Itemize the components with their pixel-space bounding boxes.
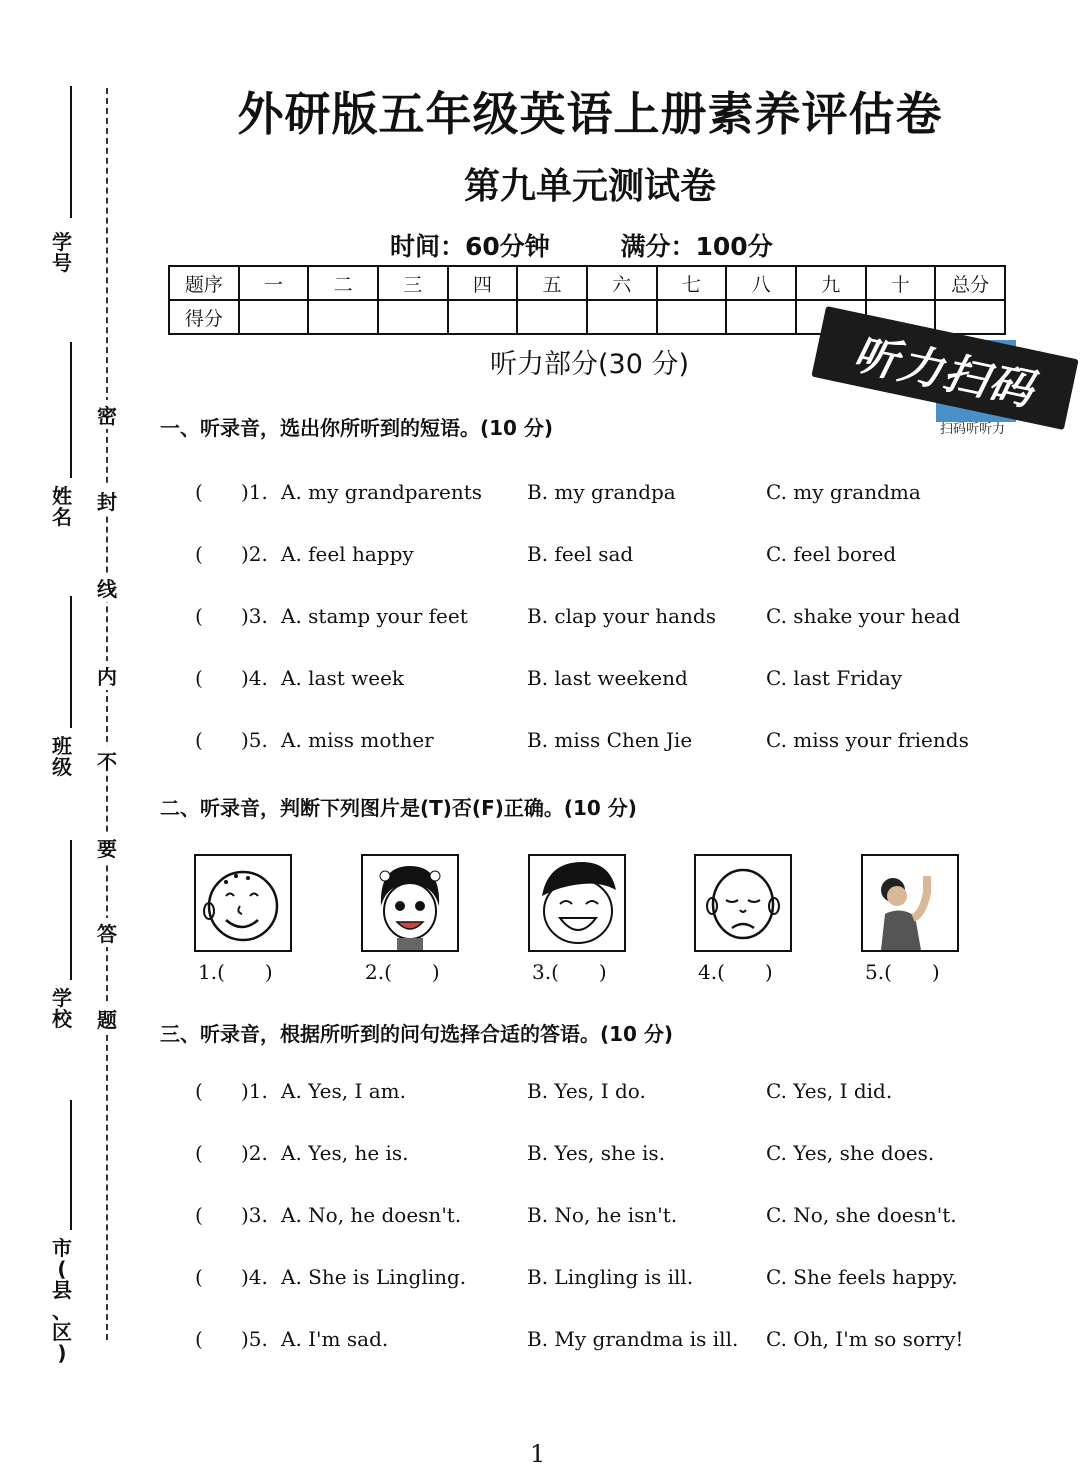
seal-char: 封	[94, 486, 120, 515]
answer-blank[interactable]: (	[195, 666, 203, 690]
option-a[interactable]: A. stamp your feet	[281, 604, 468, 628]
side-label-char: 校	[52, 1007, 72, 1031]
option-b[interactable]: B. Yes, she is.	[527, 1141, 666, 1165]
section3-question-3	[195, 1203, 1015, 1233]
question-number: )4.	[241, 666, 268, 690]
option-b[interactable]: B. my grandpa	[527, 480, 676, 504]
score-cell: 四	[448, 266, 518, 300]
side-label-char: 级	[52, 755, 72, 779]
option-a[interactable]: A. No, he doesn't.	[281, 1203, 462, 1227]
exam-info	[390, 227, 773, 263]
side-label-char: 姓	[52, 484, 72, 508]
sad-face-icon	[696, 856, 790, 950]
section1-question-5	[195, 728, 1015, 758]
option-c[interactable]: C. my grandma	[766, 480, 921, 504]
score-cell: 题序	[169, 266, 239, 300]
student-id-line	[70, 86, 72, 218]
page-subtitle: 第九单元测试卷	[463, 166, 716, 207]
score-input-cell[interactable]	[239, 300, 309, 334]
score-cell: 六	[587, 266, 657, 300]
option-c[interactable]: C. shake your head	[766, 604, 961, 628]
section3-heading: 三、听录音，根据所听到的问句选择合适的答语。(10 分)	[160, 1022, 674, 1046]
girl-icon	[363, 856, 457, 950]
side-label-char: 、	[52, 1299, 72, 1323]
option-b[interactable]: B. clap your hands	[527, 604, 716, 628]
city-line	[70, 1100, 72, 1230]
listen-scan-badge[interactable]: 听力扫码	[811, 306, 1078, 430]
student-id-label	[50, 232, 74, 274]
seal-dashed-line	[106, 88, 108, 1340]
page-title: 外研版五年级英语上册素养评估卷	[237, 87, 943, 141]
answer-blank[interactable]: (	[195, 1203, 203, 1227]
answer-blank[interactable]: (	[195, 1265, 203, 1289]
picture-5-answer[interactable]: 5.( )	[865, 960, 940, 984]
option-c[interactable]: C. She feels happy.	[766, 1265, 958, 1289]
answer-blank[interactable]: (	[195, 728, 203, 752]
score-cell: 十	[866, 266, 936, 300]
question-number: )3.	[241, 1203, 268, 1227]
option-b[interactable]: B. No, he isn't.	[527, 1203, 678, 1227]
side-label-char: 班	[52, 734, 72, 758]
side-label-char: 学	[52, 230, 72, 254]
option-b[interactable]: B. My grandma is ill.	[527, 1327, 739, 1351]
class-line	[70, 596, 72, 728]
option-c[interactable]: C. Yes, she does.	[766, 1141, 935, 1165]
question-number: )5.	[241, 1327, 268, 1351]
section1-heading: 一、听录音，选出你所听到的短语。(10 分)	[160, 416, 554, 440]
laughing-face-icon	[530, 856, 624, 950]
listening-heading: 听力部分(30 分)	[490, 349, 690, 380]
picture-2-answer[interactable]: 2.( )	[365, 960, 440, 984]
score-cell: 一	[239, 266, 309, 300]
side-label-char: 区	[52, 1320, 72, 1344]
section3-question-4	[195, 1265, 1015, 1295]
side-label-char: 市	[52, 1236, 72, 1260]
full-score: 满分：100分	[620, 232, 773, 261]
picture-2-smiling-girl	[361, 854, 459, 952]
score-cell: 七	[657, 266, 727, 300]
option-a[interactable]: A. feel happy	[281, 542, 414, 566]
option-a[interactable]: A. She is Lingling.	[281, 1265, 467, 1289]
option-c[interactable]: C. No, she doesn't.	[766, 1203, 957, 1227]
side-label-char: 县	[52, 1278, 72, 1302]
answer-blank[interactable]: (	[195, 1141, 203, 1165]
picture-5-boy-pointing	[861, 854, 959, 952]
option-a[interactable]: A. Yes, he is.	[281, 1141, 409, 1165]
option-b[interactable]: B. Yes, I do.	[527, 1079, 646, 1103]
score-input-cell[interactable]	[517, 300, 587, 334]
seal-char: 要	[94, 833, 120, 862]
score-cell: 九	[796, 266, 866, 300]
seal-char: 线	[94, 573, 120, 602]
picture-1-bald-happy-face	[194, 854, 292, 952]
score-table-header-row	[169, 266, 1005, 300]
seal-char: 答	[94, 918, 120, 947]
question-number: )4.	[241, 1265, 268, 1289]
option-c[interactable]: C. miss your friends	[766, 728, 969, 752]
section1-question-4	[195, 666, 1015, 696]
face-icon	[196, 856, 290, 950]
name-label	[50, 486, 74, 528]
question-number: )5.	[241, 728, 268, 752]
school-label	[50, 988, 74, 1030]
score-row-label: 得分	[169, 300, 239, 334]
name-line	[70, 342, 72, 478]
option-b[interactable]: B. Lingling is ill.	[527, 1265, 694, 1289]
score-input-cell[interactable]	[726, 300, 796, 334]
section2-heading: 二、听录音，判断下列图片是(T)否(F)正确。(10 分)	[160, 796, 637, 820]
score-cell: 八	[726, 266, 796, 300]
score-cell: 总分	[935, 266, 1005, 300]
section1-question-3	[195, 604, 1015, 634]
answer-blank[interactable]: (	[195, 604, 203, 628]
score-cell: 五	[517, 266, 587, 300]
picture-4-answer[interactable]: 4.( )	[698, 960, 773, 984]
side-label-char: (	[57, 1257, 67, 1281]
option-a[interactable]: A. my grandparents	[281, 480, 483, 504]
score-input-cell[interactable]	[308, 300, 378, 334]
class-label	[50, 736, 74, 778]
score-input-cell[interactable]	[935, 300, 1005, 334]
boy-pointing-icon	[863, 856, 957, 950]
option-c[interactable]: C. last Friday	[766, 666, 903, 690]
page-number: 1	[530, 1440, 546, 1468]
section3-question-2	[195, 1141, 1015, 1171]
seal-char: 密	[94, 400, 120, 429]
option-a[interactable]: A. Yes, I am.	[281, 1079, 406, 1103]
question-number: )2.	[241, 1141, 268, 1165]
option-b[interactable]: B. feel sad	[527, 542, 634, 566]
side-label-char: 名	[52, 505, 72, 529]
seal-char: 不	[94, 746, 120, 775]
picture-3-laughing-boy	[528, 854, 626, 952]
section1-question-2	[195, 542, 1015, 572]
score-input-cell[interactable]	[378, 300, 448, 334]
question-number: )2.	[241, 542, 268, 566]
seal-char: 内	[94, 661, 120, 690]
score-cell: 三	[378, 266, 448, 300]
option-c[interactable]: C. Oh, I'm so sorry!	[766, 1327, 964, 1351]
city-label	[50, 1238, 74, 1364]
seal-char: 题	[94, 1004, 120, 1033]
question-number: )3.	[241, 604, 268, 628]
picture-1-answer[interactable]: 1.( )	[198, 960, 273, 984]
section3-question-1	[195, 1079, 1015, 1109]
answer-blank[interactable]: (	[195, 480, 203, 504]
option-b[interactable]: B. last weekend	[527, 666, 688, 690]
answer-blank[interactable]: (	[195, 1079, 203, 1103]
side-label-char: )	[57, 1341, 67, 1365]
qr-caption: 扫码听听力	[940, 422, 1006, 437]
option-c[interactable]: C. Yes, I did.	[766, 1079, 893, 1103]
score-input-cell[interactable]	[657, 300, 727, 334]
time-limit: 时间：60分钟	[390, 232, 550, 261]
question-number: )1.	[241, 480, 268, 504]
question-number: )1.	[241, 1079, 268, 1103]
option-b[interactable]: B. miss Chen Jie	[527, 728, 693, 752]
score-input-cell[interactable]	[587, 300, 657, 334]
option-a[interactable]: A. last week	[281, 666, 405, 690]
answer-blank[interactable]: (	[195, 542, 203, 566]
option-a[interactable]: A. miss mother	[281, 728, 434, 752]
score-cell: 二	[308, 266, 378, 300]
option-a[interactable]: A. I'm sad.	[281, 1327, 389, 1351]
school-line	[70, 840, 72, 980]
option-c[interactable]: C. feel bored	[766, 542, 897, 566]
answer-blank[interactable]: (	[195, 1327, 203, 1351]
section3-question-5	[195, 1327, 1015, 1357]
side-label-char: 号	[52, 251, 72, 275]
side-label-char: 学	[52, 986, 72, 1010]
section1-question-1	[195, 480, 1015, 510]
score-input-cell[interactable]	[448, 300, 518, 334]
picture-4-sad-old-man	[694, 854, 792, 952]
picture-3-answer[interactable]: 3.( )	[532, 960, 607, 984]
